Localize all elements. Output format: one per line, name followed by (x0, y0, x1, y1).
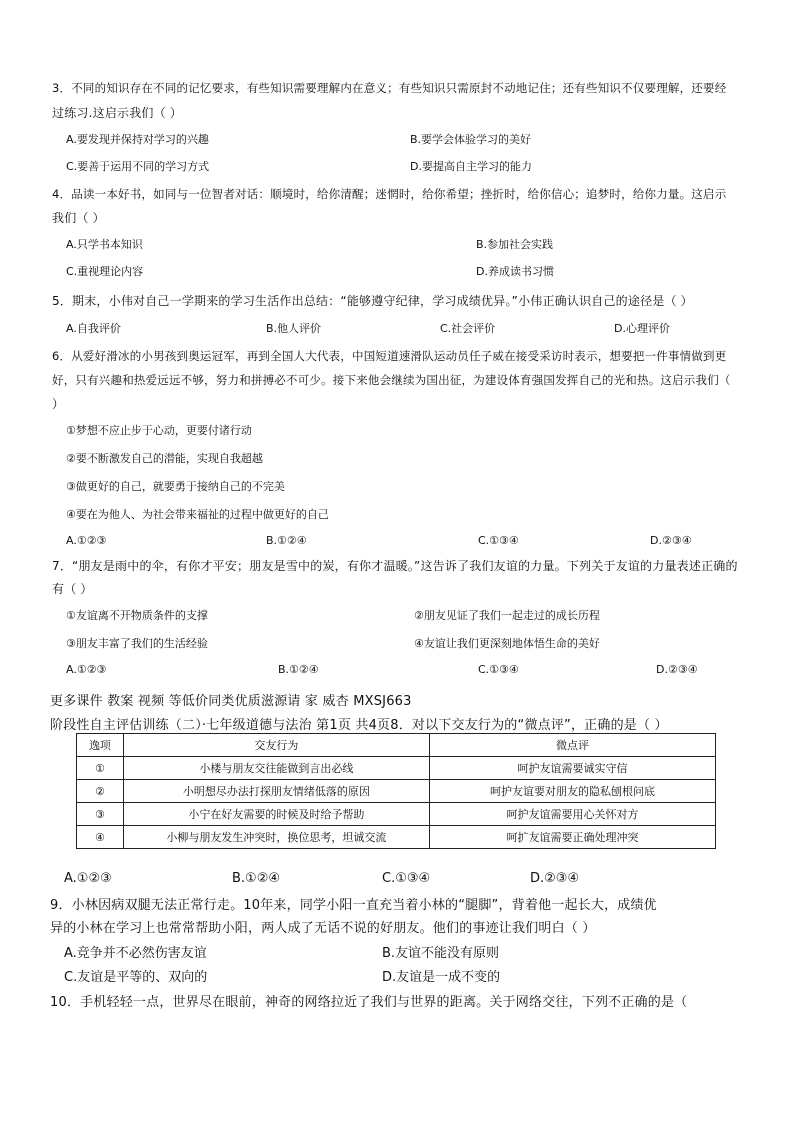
q6-option-d[interactable]: D.②③④ (650, 534, 692, 547)
table-row (77, 757, 716, 780)
q8-table (76, 733, 716, 849)
q6-option-b[interactable]: B.①②④ (266, 534, 307, 547)
q3-stem-line1: 3．不同的知识存在不同的记忆要求，有些知识需要理解内在意义；有些知识只需原封不动地记住；还有些知识不仅要理解，还要经 (52, 81, 727, 95)
table-cell: 小楼与朋友交往能做到言出必线 (123, 757, 429, 780)
table-cell: ② (77, 780, 124, 803)
q6-stem-line1: 6．从爱好滑冰的小男孩到奥运冠军，再到全国人大代表，中国短道速滑队运动员任子威在接受采访时表示，想要把一件事情做到更 (52, 349, 727, 363)
q6-option-c[interactable]: C.①③④ (478, 534, 519, 547)
q7-option-a[interactable]: A.①②③ (66, 663, 107, 676)
q6-statement-4: ④要在为他人、为社会带来福祉的过程中做更好的自己 (66, 508, 329, 521)
q7-statement-3: ③朋友丰富了我们的生活经验 (66, 637, 208, 650)
q3-option-b[interactable]: B.要学会体验学习的美好 (410, 133, 532, 146)
table-row (77, 780, 716, 803)
q6-option-a[interactable]: A.①②③ (66, 534, 107, 547)
q3-option-c[interactable]: C.要善于运用不同的学习方式 (66, 160, 210, 173)
q9-stem-line1: 9．小林因病双腿无法正常行走。10年来，同学小阳一直充当着小林的“腿脚”，背着他一起长大，成绩优 (50, 898, 657, 913)
q8-option-b[interactable]: B.①②④ (232, 871, 281, 886)
q6-stem-line2: 好，只有兴趣和热爱远远不够，努力和拼搏必不可少。接下来他会继续为国出征，为建设体育强国发挥自己的光和热。这启示我们（ (52, 373, 731, 387)
table-cell: ③ (77, 803, 124, 826)
table-header-comment: 微点评 (429, 734, 715, 757)
q9-option-c[interactable]: C.友谊是平等的、双向的 (64, 970, 208, 985)
table-cell: 小宁在好友需要的时候及时给予帮助 (123, 803, 429, 826)
table-row (77, 803, 716, 826)
q9-option-a[interactable]: A.竞争并不必然伤害友谊 (64, 946, 207, 961)
q6-statement-2: ②要不断激发自己的潜能，实现自我超越 (66, 452, 263, 465)
q7-stem-line2: 有（ ） (52, 582, 93, 596)
q3-option-d[interactable]: D.要提高自主学习的能力 (410, 160, 532, 173)
q6-stem-line3: ） (52, 397, 65, 411)
q7-option-c[interactable]: C.①③④ (478, 663, 519, 676)
q4-option-a[interactable]: A.只学书本知识 (66, 238, 143, 251)
table-cell: 小柳与朋友发生冲突时，换位思考，坦诚交流 (123, 826, 429, 849)
table-cell: 呵护友谊需要诚实守信 (429, 757, 715, 780)
table-row (77, 826, 716, 849)
q6-statement-1: ①梦想不应止步于心动，更要付诸行动 (66, 424, 252, 437)
q5-option-c[interactable]: C.社会评价 (440, 322, 496, 335)
q5-option-b[interactable]: B.他人评价 (266, 322, 322, 335)
q9-stem-line2: 异的小林在学习上也常常帮助小阳，两人成了无话不说的好朋友。他们的事迹让我们明白（ ） (50, 921, 596, 936)
q5-stem: 5．期末，小伟对自己一学期来的学习生活作出总结：“能够遵守纪律，学习成绩优异。”小伟正确认识自己的途径是（ ） (52, 294, 693, 308)
q8-option-d[interactable]: D.②③④ (530, 871, 580, 886)
table-cell: ④ (77, 826, 124, 849)
q4-option-b[interactable]: B.参加社会实践 (476, 238, 554, 251)
table-cell: ① (77, 757, 124, 780)
table-cell: 呵护友谊要对朋友的隐私刨根问底 (429, 780, 715, 803)
q7-option-d[interactable]: D.②③④ (656, 663, 698, 676)
q6-statement-3: ③做更好的自己，就要勇于接纳自己的不完美 (66, 480, 285, 493)
q7-statement-2: ②朋友见证了我们一起走过的成长历程 (414, 609, 600, 622)
table-header-row (77, 734, 716, 757)
table-cell: 小明想尽办法打探朋友情绪低落的原因 (123, 780, 429, 803)
ad-line: 更多课件 教案 视频 等低价同类优质滋源请 家 威杏 MXSJ663 (50, 694, 412, 709)
q4-stem-line2: 我们（ ） (52, 211, 105, 225)
q7-statement-4: ④友谊让我们更深刻地体悟生命的美好 (414, 637, 600, 650)
q8-option-c[interactable]: C.①③④ (382, 871, 431, 886)
q4-option-d[interactable]: D.养成读书习惯 (476, 265, 554, 278)
q3-option-a[interactable]: A.要发现并保持对学习的兴趣 (66, 133, 209, 146)
footer-and-q8-stem: 阶段性自主评估训练（二）·七年级道德与法治 第1页 共4页8．对以下交友行为的“微点评”，正确的是（ ） (50, 718, 668, 733)
q7-stem-line1: 7．“朋友是雨中的伞，有你才平安；朋友是雪中的炭，有你才温暖。”这告诉了我们友谊的力量。下列关于友谊的力量表述正确的 (52, 559, 738, 573)
q7-option-b[interactable]: B.①②④ (278, 663, 319, 676)
table-cell: 呵护友谊需要用心关怀对方 (429, 803, 715, 826)
q5-option-a[interactable]: A.自我评价 (66, 322, 121, 335)
q7-statement-1: ①友谊离不开物质条件的支撑 (66, 609, 208, 622)
q5-option-d[interactable]: D.心理评价 (614, 322, 670, 335)
q9-option-d[interactable]: D.友谊是一成不变的 (382, 970, 501, 985)
q10-stem-line1: 10．手机轻轻一点，世界尽在眼前，神奇的网络拉近了我们与世界的距离。关于网络交往，下列不正确的是（ (50, 995, 688, 1010)
q9-option-b[interactable]: B.友谊不能没有原则 (382, 946, 500, 961)
q3-stem-line2: 过练习.这启示我们（ ） (52, 106, 183, 120)
q4-stem-line1: 4．品读一本好书，如同与一位智者对话：顺境时，给你清醒；迷惘时，给你希望；挫折时，给你信心；追梦时，给你力量。这启示 (52, 187, 727, 201)
table-header-behavior: 交友行为 (123, 734, 429, 757)
table-header-option: 逸项 (77, 734, 124, 757)
table-cell: 呵扩友谊需要正确处理冲突 (429, 826, 715, 849)
q8-option-a[interactable]: A.①②③ (64, 871, 112, 886)
q4-option-c[interactable]: C.重视理论内容 (66, 265, 144, 278)
